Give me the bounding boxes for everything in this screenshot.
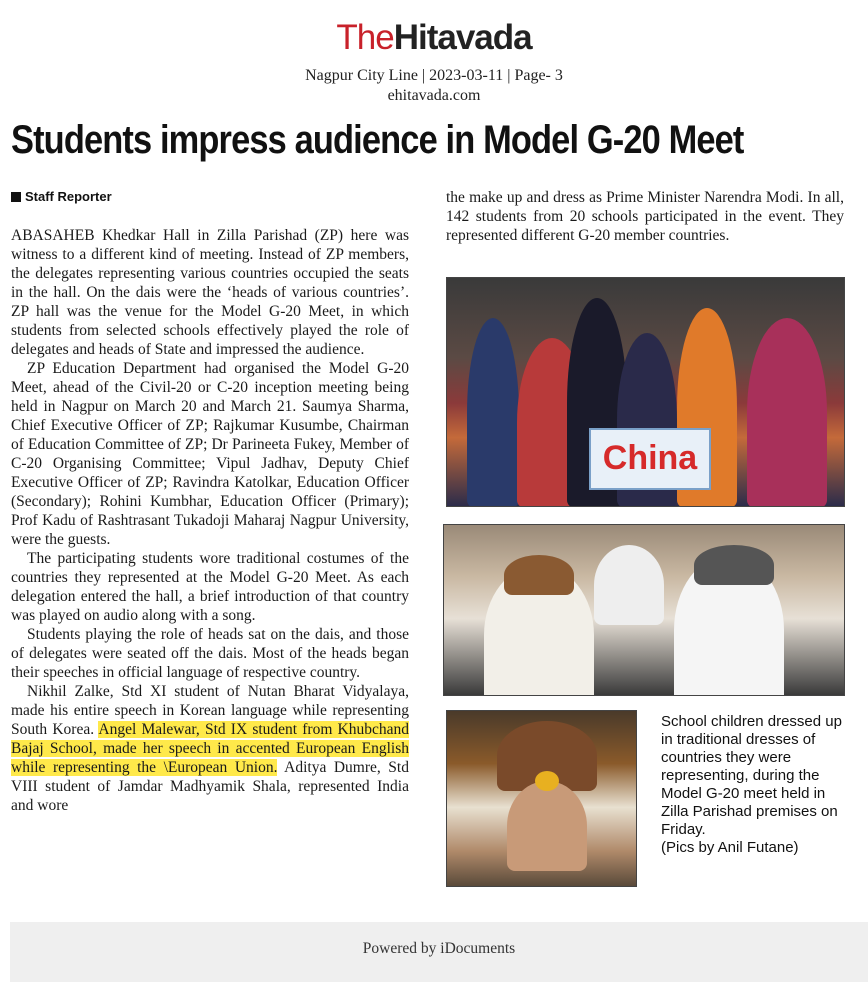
photo-figure: [467, 318, 519, 507]
photo-credit: (Pics by Anil Futane): [661, 839, 799, 856]
byline: [11, 189, 112, 204]
photo-figure: [694, 545, 774, 585]
photo-headdress: [446, 710, 637, 887]
masthead-logo: [0, 18, 868, 58]
byline-text: Staff Reporter: [25, 189, 112, 204]
article-headline: Students impress audience in Model G-20 Meet: [11, 118, 744, 162]
paragraph-4: Students playing the role of heads sat on the dais, and those of delegates were seated off the dais. Most of the heads began their speeches in official language of respective country.: [11, 626, 409, 681]
logo-the: The: [336, 18, 394, 57]
photo-figure: [504, 555, 574, 595]
photo-figure: [535, 771, 559, 791]
footer-powered-by[interactable]: Powered by iDocuments: [362, 940, 516, 957]
square-bullet-icon: [11, 192, 21, 202]
paragraph-col2-1: the make up and dress as Prime Minister Narendra Modi. In all, 142 students from 20 schools participated in the event. They represented different G-20 member countries.: [446, 189, 844, 244]
paragraph-5: [11, 682, 409, 815]
photo-figure: [594, 545, 664, 625]
photo-delegates-seated: [443, 524, 845, 696]
paragraph-2: ZP Education Department had organised the Model G-20 Meet, ahead of the Civil-20 or C-20 inception meeting being held in Nagpur on March 20 and March 21. Saumya Sharma, Chief Executive Officer of ZP; Rajkumar Kusumbe, Chairman of Education Committee of ZP; Dr Parineeta Fukey, Member of C-20 Organising Committee; Vipul Jadhav, Deputy Chief Executive Officer of ZP; Ravindra Katolkar, Education Officer (Secondary); Rohini Kumbhar, Education Officer (Primary); Prof Kadu of Rashtrasant Tukadoji Maharaj Nagpur University, were the guests.: [11, 360, 409, 548]
article-column-2: [446, 188, 844, 245]
highlighted-text[interactable]: Angel Malewar, Std IX student from Khubchand Bajaj School, made her speech in accented European English while representing the \European Union.: [11, 721, 410, 776]
article-column-1: [11, 226, 409, 815]
logo-name: Hitavada: [393, 18, 532, 57]
paragraph-1: ABASAHEB Khedkar Hall in Zilla Parishad (ZP) here was witness to a different kind of meeting. Instead of ZP members, the delegates representing various countries occupied the seats in the hall. On the dais were the ‘heads of various countries’. ZP hall was the venue for the Model G-20 Meet, in which students from selected schools effectively played the role of delegates and heads of State and impressed the audience.: [11, 227, 409, 358]
paragraph-5-start: Nikhil Zalke, Std XI student of Nutan Bharat Vidyalaya, made his entire speech in Korean language while representing South Korea.: [11, 683, 409, 738]
photo-figure: [507, 781, 587, 871]
caption-text: School children dressed up in traditional dresses of countries they were representing, during the Model G-20 meet held in Zilla Parishad premises on Friday.: [661, 713, 842, 838]
site-link[interactable]: ehitavada.com: [387, 87, 481, 104]
paragraph-5-end: Aditya Dumre, Std VIII student of Jamdar Madhyamik Shala, represented India and wore: [11, 759, 409, 814]
photo-caption: [661, 713, 851, 857]
paragraph-3: The participating students wore traditional costumes of the countries they represented at the Model G-20 Meet. As each delegation entered the hall, a brief introduction of that country was played on audio along with a song.: [11, 550, 409, 624]
edition-meta: [0, 66, 868, 106]
photo-students-costumes: [446, 277, 845, 507]
edition-line: Nagpur City Line | 2023-03-11 | Page- 3: [305, 67, 563, 84]
footer-bar: [10, 922, 868, 982]
photo-figure: [747, 318, 827, 507]
china-placard: China: [589, 428, 711, 490]
